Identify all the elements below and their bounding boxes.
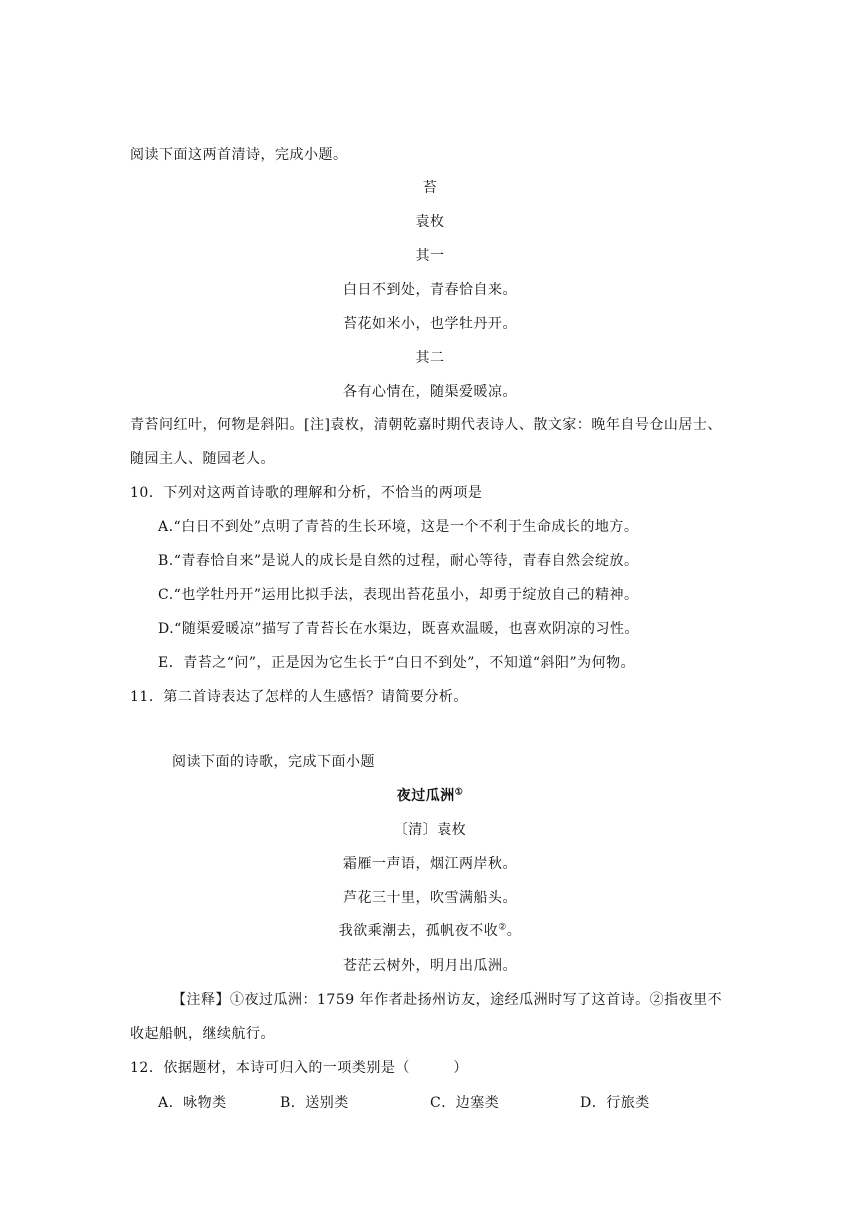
annotation [172, 990, 722, 1010]
question-12-stem: 12．依据题材，本诗可归入的一项类别是（ ） [130, 1060, 468, 1076]
footnote-mark: ② [498, 922, 507, 933]
question-option: E．青苔之“问”，正是因为它生长于“白日不到处”，不知道“斜阳”为何物。 [158, 655, 636, 671]
poem-author: 〔清〕袁枚 [393, 822, 467, 838]
poem-line-text: 我欲乘潮去，孤帆夜不收 [338, 923, 499, 939]
annotation-text: ①夜过瓜洲：1759 年作者赴扬州访友，途经瓜洲时写了这首诗。②指夜里不 [230, 992, 723, 1008]
choice-b: B．送别类 [280, 1095, 349, 1111]
footnote-mark: ① [454, 787, 464, 798]
question-option: D.“随渠爱暖凉”描写了青苔长在水渠边，既喜欢温暖，也喜欢阴凉的习性。 [158, 621, 639, 637]
poem-line: 苔花如米小，也学牡丹开。 [343, 316, 517, 332]
note-text: 青苔问红叶，何物是斜阳。[注]袁枚，清朝乾嘉时期代表诗人、散文家：晚年自号仓山居士、 [130, 417, 722, 433]
poem-title-text: 夜过瓜洲 [396, 788, 455, 804]
question-option: B.“青春恰自来”是说人的成长是自然的过程，耐心等待，青春自然会绽放。 [158, 553, 639, 569]
poem-line: 霜雁一声语，烟江两岸秋。 [343, 856, 517, 872]
choice-a: A．咏物类 [158, 1095, 227, 1111]
poem-author: 袁枚 [415, 214, 445, 230]
annotation-text: 收起船帆，继续航行。 [130, 1026, 275, 1042]
poem-line-end: 。 [506, 923, 522, 939]
poem-line: 白日不到处，青春恰自来。 [343, 282, 517, 298]
question-option: C.“也学牡丹开”运用比拟手法，表现出苔花虽小，却勇于绽放自己的精神。 [158, 587, 639, 603]
section1-instruction: 阅读下面这两首清诗，完成小题。 [130, 147, 348, 163]
note-text: 随园主人、随园老人。 [130, 451, 275, 467]
question-11-stem: 11．第二首诗表达了怎样的人生感悟？请简要分析。 [130, 689, 468, 705]
poem-line: 各有心情在，随渠爱暖凉。 [343, 384, 517, 400]
question-12-options [158, 1093, 718, 1113]
part1-heading: 其一 [415, 248, 445, 264]
question-option: A.“白日不到处”点明了青苔的生长环境，这是一个不利于生命成长的地方。 [158, 519, 639, 535]
question-10-stem: 10．下列对这两首诗歌的理解和分析，不恰当的两项是 [130, 485, 483, 501]
part2-heading: 其二 [415, 350, 445, 366]
choice-c: C．边塞类 [430, 1095, 500, 1111]
choice-d: D．行旅类 [580, 1095, 650, 1111]
poem-line: 苍茫云树外，明月出瓜洲。 [343, 958, 517, 974]
poem-title: 苔 [422, 180, 438, 196]
annotation-label: 【注释】 [172, 992, 230, 1008]
poem-line: 芦花三十里，吹雪满船头。 [343, 890, 517, 906]
poem-line [0, 921, 860, 941]
poem-title [0, 786, 860, 806]
section2-instruction: 阅读下面的诗歌，完成下面小题 [172, 754, 375, 770]
